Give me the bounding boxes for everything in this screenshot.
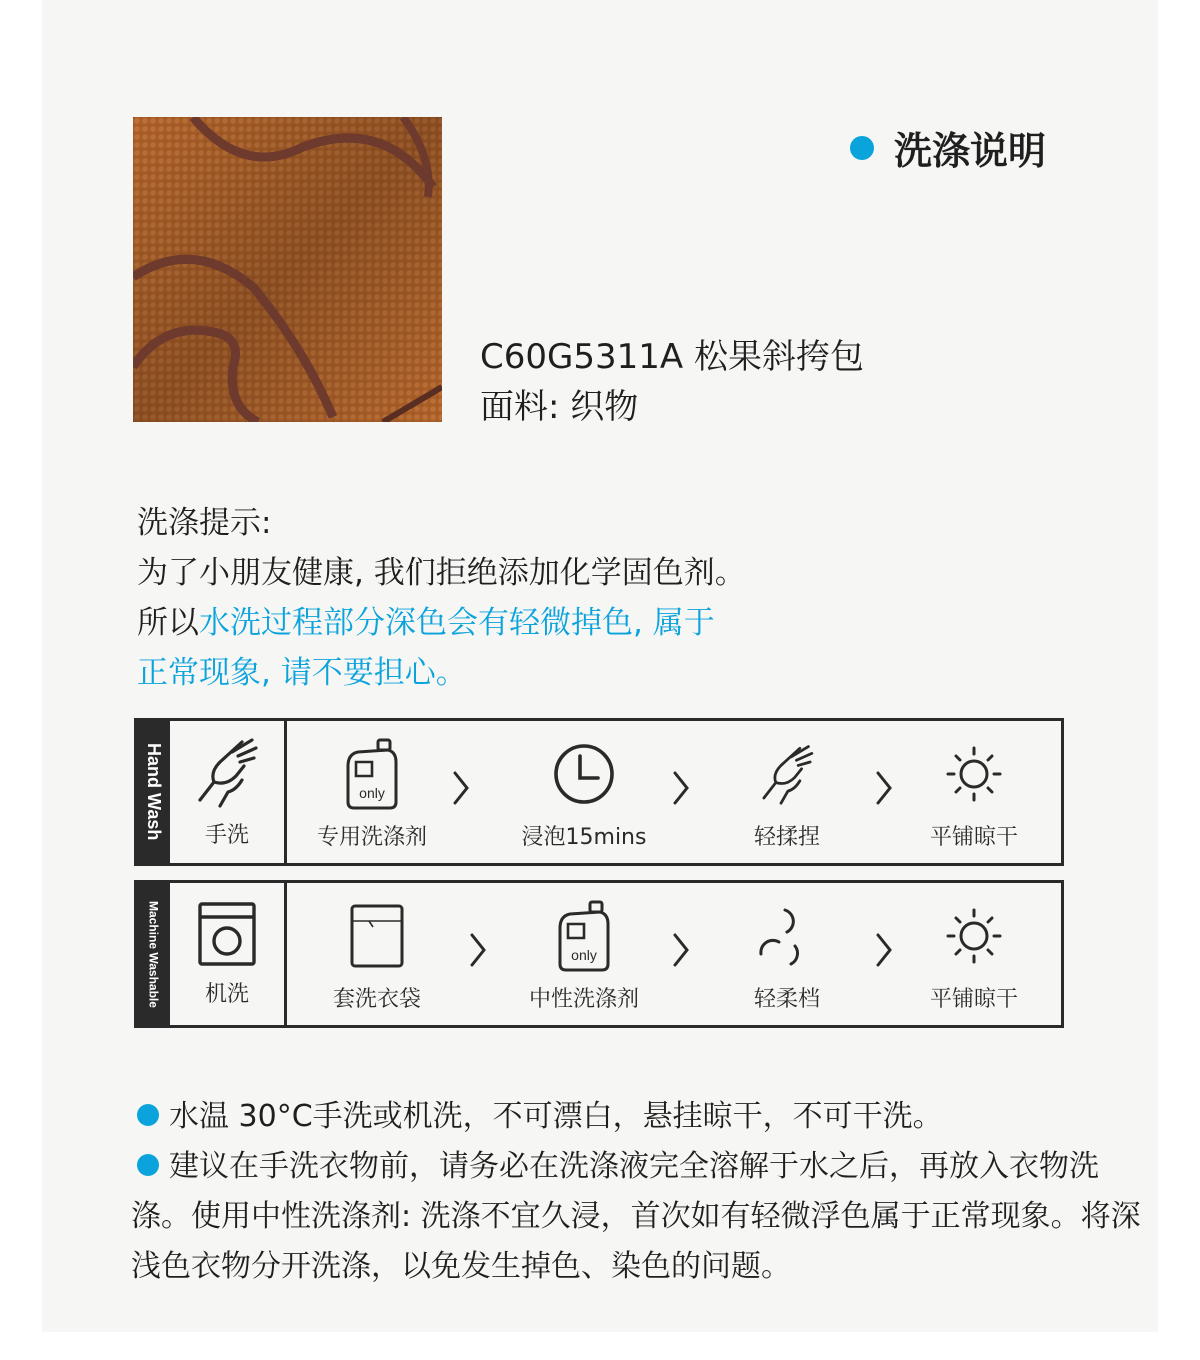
step-detergent	[287, 721, 457, 863]
washing-tips	[137, 498, 746, 698]
chevron-right-icon	[453, 771, 469, 809]
hand-wash-steps	[287, 721, 1061, 863]
step-label: 轻揉捏	[753, 824, 820, 850]
step-label: 平铺晾干	[929, 986, 1018, 1012]
section-heading	[850, 120, 1046, 175]
detergent-bottle-icon	[556, 896, 612, 976]
bullet-dot-icon	[850, 136, 874, 160]
step-label: 轻柔档	[753, 986, 820, 1012]
bullet-dot-icon	[137, 1154, 159, 1176]
hand-icon	[757, 734, 817, 814]
washing-machine-icon	[197, 901, 257, 971]
bottle-only-text: only	[359, 784, 385, 801]
step-label: 平铺晾干	[929, 824, 1018, 850]
step-neutral-detergent	[499, 883, 669, 1025]
gentle-cycle-icon	[757, 896, 817, 976]
tips-line-3: 正常现象, 请不要担心。	[137, 655, 467, 691]
hand-icon	[192, 736, 262, 812]
tips-line-2-highlight: 水洗过程部分深色会有轻微掉色, 属于	[199, 605, 715, 641]
machine-wash-side-label: Machine Washable	[137, 883, 170, 1025]
product-code-name: C60G5311A 松果斜挎包	[480, 337, 864, 377]
product-info	[480, 332, 864, 432]
bottle-only-text: only	[571, 946, 597, 963]
step-dry-flat	[889, 721, 1059, 863]
step-knead	[702, 721, 872, 863]
step-label: 中性洗涤剂	[528, 986, 639, 1012]
laundry-bag-icon	[349, 896, 405, 976]
hand-wash-side-label: Hand Wash	[137, 721, 170, 863]
step-gentle-cycle	[702, 883, 872, 1025]
bullet-dot-icon	[137, 1104, 159, 1126]
fabric-swatch-image	[133, 117, 442, 422]
clock-icon	[552, 734, 616, 814]
care-note-1-text: 水温 30°C手洗或机洗，不可漂白，悬挂晾干，不可干洗。	[169, 1099, 943, 1134]
care-note-2	[131, 1142, 1141, 1292]
step-label: 套洗衣袋	[332, 986, 421, 1012]
step-label: 专用洗涤剂	[316, 824, 427, 850]
detergent-bottle-icon	[344, 734, 400, 814]
care-notes	[131, 1092, 1141, 1292]
chevron-right-icon	[673, 933, 689, 971]
care-note-2-text: 建议在手洗衣物前，请务必在洗涤液完全溶解于水之后，再放入衣物洗涤。使用中性洗涤剂: 洗涤不宜久浸，首次如有轻微浮色属于正常现象。将深浅色衣物分开洗涤，以免发生掉色、染色的问题。	[131, 1149, 1141, 1284]
hand-wash-label: 手洗	[204, 822, 249, 848]
machine-wash-label: 机洗	[204, 981, 249, 1007]
tips-line-2	[137, 598, 746, 648]
sun-icon	[944, 734, 1004, 814]
section-title: 洗涤说明	[894, 129, 1047, 173]
step-label: 浸泡15mins	[521, 824, 647, 850]
product-material: 面料: 织物	[480, 387, 639, 427]
tips-line-1: 为了小朋友健康, 我们拒绝添加化学固色剂。	[137, 555, 746, 591]
machine-wash-steps	[287, 883, 1061, 1025]
step-soak	[499, 721, 669, 863]
hand-wash-method-cell	[170, 721, 287, 863]
chevron-right-icon	[470, 933, 486, 971]
care-note-1	[131, 1092, 1141, 1142]
step-dry-flat	[889, 883, 1059, 1025]
step-laundry-bag	[292, 883, 462, 1025]
machine-wash-method-cell	[170, 883, 287, 1025]
tips-heading: 洗涤提示:	[137, 505, 272, 541]
hand-wash-table	[134, 718, 1064, 866]
tips-line-2-prefix: 所以	[137, 605, 199, 641]
sun-icon	[944, 896, 1004, 976]
chevron-right-icon	[673, 771, 689, 809]
machine-wash-table	[134, 880, 1064, 1028]
